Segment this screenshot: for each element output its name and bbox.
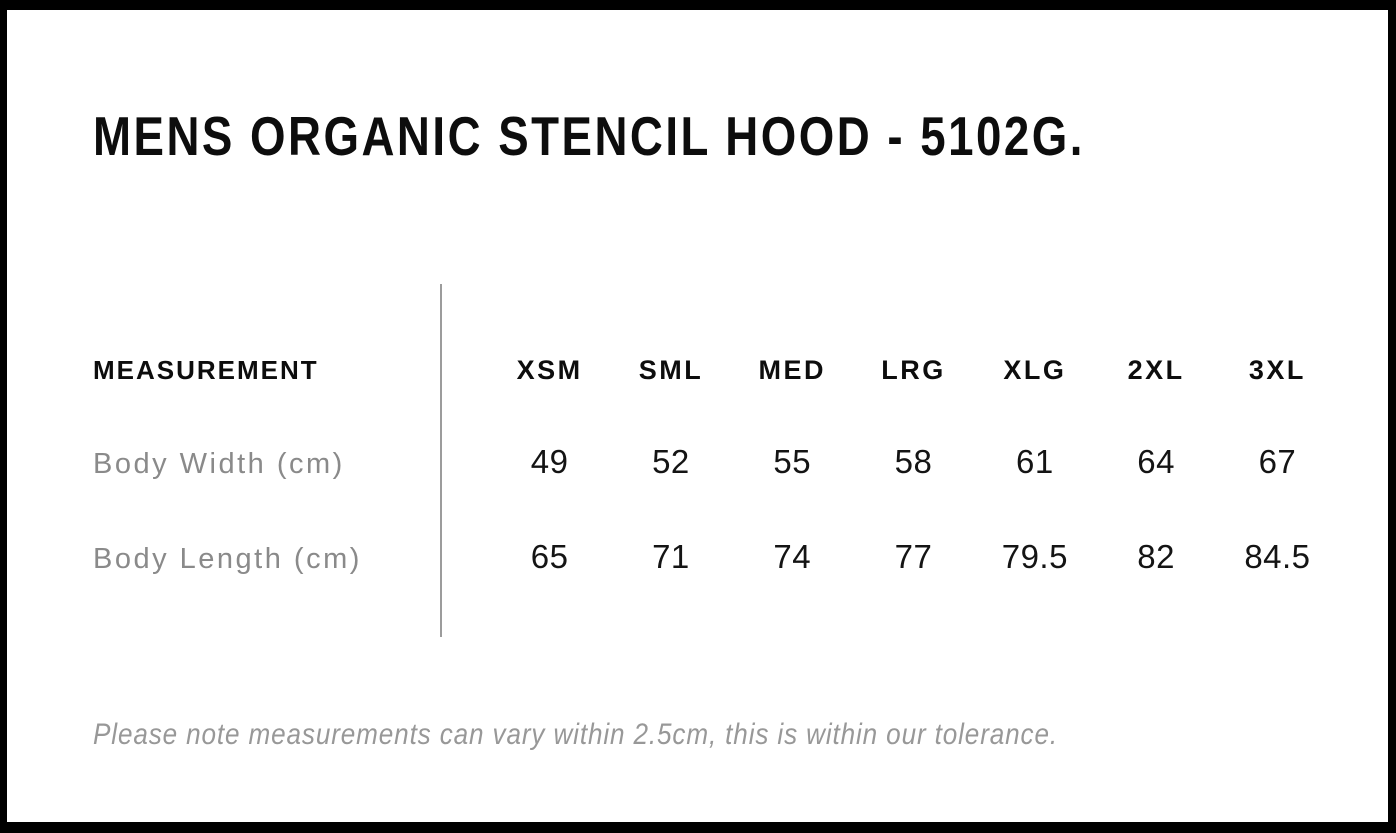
size-column-header-xsm: XSM <box>516 355 583 385</box>
measurement-value: 79.5 <box>1001 538 1068 575</box>
size-column-header-sml: SML <box>638 355 704 385</box>
measurement-value: 55 <box>773 443 812 480</box>
measurement-value: 65 <box>530 538 569 575</box>
measurement-row-label: Body Width (cm) <box>93 448 345 480</box>
size-column-header-2xl: 2XL <box>1127 355 1185 385</box>
measurement-column-header: MEASUREMENT <box>93 355 319 385</box>
page-frame-top <box>0 0 1396 10</box>
measurement-value: 58 <box>894 443 933 480</box>
measurement-value: 77 <box>894 538 933 575</box>
measurement-value: 61 <box>1015 443 1054 480</box>
measurement-value: 64 <box>1137 443 1175 480</box>
measurement-value: 71 <box>652 538 690 575</box>
measurement-row-label: Body Length (cm) <box>93 543 362 575</box>
page-frame-bottom <box>0 822 1396 833</box>
measurement-value: 84.5 <box>1244 538 1311 575</box>
measurement-value: 52 <box>652 443 690 480</box>
table-row-body-width <box>93 445 1339 481</box>
table-row-body-length <box>93 540 1339 576</box>
measurement-value: 67 <box>1258 443 1297 480</box>
size-column-header-xlg: XLG <box>1003 355 1067 385</box>
measurement-value: 49 <box>530 443 569 480</box>
size-column-header-med: MED <box>758 355 826 385</box>
measurement-value: 82 <box>1137 538 1175 575</box>
size-chart-header-row <box>93 355 1339 385</box>
page-frame-right <box>1388 0 1396 833</box>
product-title: MENS ORGANIC STENCIL HOOD - 5102G. <box>93 105 1085 167</box>
size-column-header-lrg: LRG <box>881 355 946 385</box>
size-column-header-3xl: 3XL <box>1248 355 1306 385</box>
tolerance-note: Please note measurements can vary within 2.5cm, this is within our tolerance. <box>93 718 1058 751</box>
measurement-value: 74 <box>773 538 812 575</box>
page-frame-left <box>0 0 7 833</box>
